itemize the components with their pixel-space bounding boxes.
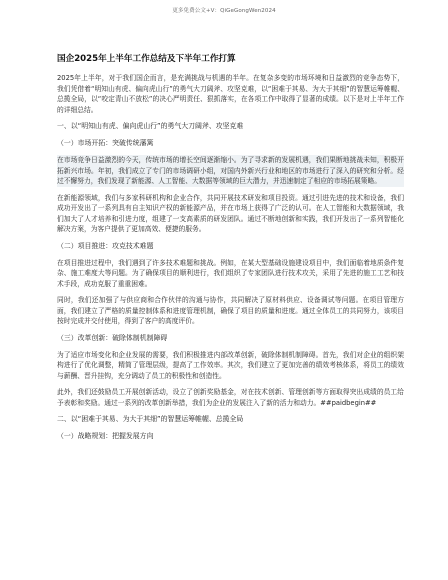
document-title: 国企2025年上半年工作总结及下半年工作打算: [57, 54, 236, 64]
paragraph-reform-2: 此外，我们还鼓励员工开展创新活动，设立了创新奖励基金，对在技术创新、管理创新等方面取得突出成绩的员工给予表彰和奖励。通过一系列的改革创新举措，我们为企业的发展注入了新的活力和动力。##paidbegin##: [57, 388, 404, 407]
paragraph-project-2: 同时，我们还加强了与供应商和合作伙伴的沟通与协作，共同解决了原材料供应、设备调试等问题。在项目管理方面，我们建立了严格的质量控制体系和进度管理机制，确保了项目的质量和进度。通过全体员工的共同努力，该项目按时完成并交付使用，得到了客户的高度评价。: [57, 296, 404, 325]
subsection-heading-project: （二）项目推进：攻克技术难题: [57, 241, 154, 250]
paragraph-project-1: 在项目推进过程中，我们遇到了许多技术难题和挑战。例如，在某大型基础设施建设项目中，我们面临着地质条件复杂、施工难度大等问题。为了确保项目的顺利进行，我们组织了专家团队进行技术攻关，采用了先进的施工工艺和技术手段，成功克服了重重困难。: [57, 258, 404, 288]
paragraph-market-1: 在市场竞争日益激烈的今天，传统市场的增长空间逐渐缩小。为了寻求新的发展机遇，我们果断地挑战未知，积极开拓新兴市场。年初，我们成立了专门的市场调研小组，对国内外新兴行业和地区的市场进行了深入的研究和分析。经过不懈努力，我们发现了新能源、人工智能、大数据等领域的巨大潜力，并迅速制定了相应的市场拓展策略。: [57, 156, 404, 185]
subsection-heading-strategy: （一）战略规划：把握发展方向: [57, 432, 154, 440]
section-heading-2: 二、以“困难于其易、为大于其细”的智慧运筹帷幄、总揽全局: [57, 415, 244, 423]
paragraph-reform-1: 为了适应市场变化和企业发展的需要，我们积极推进内部改革创新，破除体制机制障碍。首先，我们对企业的组织架构进行了优化调整，精简了管理层级，提高了工作效率。其次，我们建立了更加完善的绩效考核体系，将员工的绩效与薪酬、晋升挂钩，充分调动了员工的积极性和创造性。: [57, 350, 404, 380]
subsection-heading-reform: （三）改革创新：破除体制机制障碍: [57, 333, 168, 342]
section-heading-1: 一、以“明知山有虎、偏向虎山行”的勇气大刀阔斧、攻坚克难: [57, 122, 244, 130]
page-header-note: 更多免费公文+V：QiGeGongWen2024: [172, 8, 276, 14]
document-body: [57, 54, 404, 448]
paragraph-market-2: 在新能源领域，我们与多家科研机构和企业合作，共同开展技术研发和项目投资。通过引进先进的技术和设备，我们成功开发出了一系列具有自主知识产权的新能源产品，并在市场上获得了广泛的认可。在人工智能和大数据领域，我们加大了人才培养和引进力度，组建了一支高素质的研发团队。通过不断地创新和实践，我们开发出了一系列智能化解决方案，为客户提供了更加高效、便捷的服务。: [57, 193, 404, 233]
subsection-heading-market: （一）市场开拓：突破传统藩篱: [57, 139, 154, 147]
intro-paragraph: 2025年上半年，对于我们国企而言，是充满挑战与机遇的半年。在复杂多变的市场环境和日益激烈的竞争态势下，我们凭借着“明知山有虎、偏向虎山行”的勇气大刀阔斧、攻坚克难，以“困难于其易、为大于其细”的智慧运筹帷幄、总揽全局，以“咬定青山不放松”的决心严明责任、狠抓落实，在各项工作中取得了显著的成绩。以下是对上半年工作的详细总结。: [57, 74, 404, 114]
